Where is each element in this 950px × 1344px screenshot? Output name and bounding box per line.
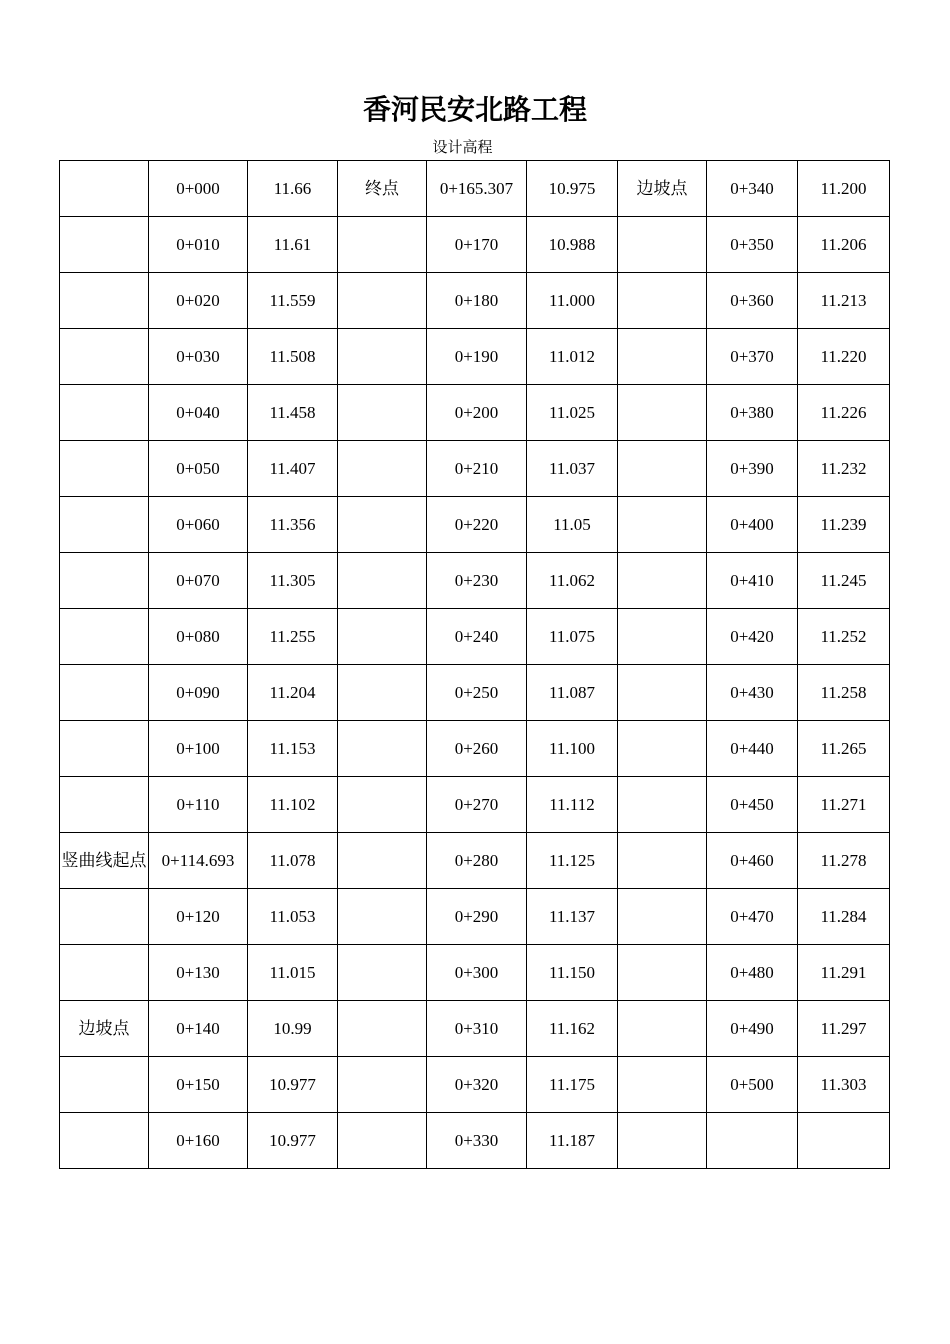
note-cell (338, 329, 427, 385)
elevation-cell: 11.297 (798, 1001, 890, 1057)
note-cell (60, 385, 149, 441)
note-cell (60, 553, 149, 609)
note-cell (338, 945, 427, 1001)
station-cell: 0+280 (427, 833, 527, 889)
note-cell (338, 1113, 427, 1169)
elevation-cell: 11.125 (527, 833, 618, 889)
station-cell: 0+020 (149, 273, 248, 329)
station-cell: 0+430 (707, 665, 798, 721)
note-cell (618, 1057, 707, 1113)
elevation-cell: 11.258 (798, 665, 890, 721)
elevation-cell: 11.087 (527, 665, 618, 721)
elevation-cell: 11.559 (248, 273, 338, 329)
station-cell: 0+460 (707, 833, 798, 889)
table-row (60, 833, 890, 889)
station-cell: 0+300 (427, 945, 527, 1001)
elevation-cell: 11.153 (248, 721, 338, 777)
elevation-cell: 11.61 (248, 217, 338, 273)
note-cell (618, 609, 707, 665)
station-cell: 0+090 (149, 665, 248, 721)
elevation-cell: 11.162 (527, 1001, 618, 1057)
elevation-cell: 11.356 (248, 497, 338, 553)
table-row (60, 161, 890, 217)
elevation-cell: 11.204 (248, 665, 338, 721)
table-row (60, 385, 890, 441)
elevation-cell: 11.037 (527, 441, 618, 497)
station-cell: 0+080 (149, 609, 248, 665)
elevation-cell: 11.284 (798, 889, 890, 945)
note-cell (60, 665, 149, 721)
station-cell: 0+150 (149, 1057, 248, 1113)
document-subtitle: 设计高程 (432, 138, 493, 156)
elevation-cell: 11.075 (527, 609, 618, 665)
elevation-cell: 11.102 (248, 777, 338, 833)
station-cell: 0+440 (707, 721, 798, 777)
station-cell: 0+170 (427, 217, 527, 273)
elevation-cell: 11.200 (798, 161, 890, 217)
station-cell: 0+160 (149, 1113, 248, 1169)
station-cell: 0+180 (427, 273, 527, 329)
note-cell: 边坡点 (60, 1001, 149, 1057)
note-cell: 竖曲线起点 (60, 833, 149, 889)
note-cell (338, 273, 427, 329)
station-cell: 0+130 (149, 945, 248, 1001)
elevation-cell: 11.458 (248, 385, 338, 441)
note-cell (60, 217, 149, 273)
table-row (60, 553, 890, 609)
station-cell: 0+350 (707, 217, 798, 273)
elevation-cell: 11.255 (248, 609, 338, 665)
station-cell: 0+480 (707, 945, 798, 1001)
station-cell: 0+000 (149, 161, 248, 217)
document-title: 香河民安北路工程 (362, 93, 587, 126)
table-row (60, 1001, 890, 1057)
elevation-cell: 10.977 (248, 1113, 338, 1169)
elevation-cell: 11.187 (527, 1113, 618, 1169)
station-cell: 0+114.693 (149, 833, 248, 889)
elevation-cell: 11.213 (798, 273, 890, 329)
elevation-cell: 10.975 (527, 161, 618, 217)
table-row (60, 1057, 890, 1113)
note-cell (618, 329, 707, 385)
elevation-table (59, 160, 890, 1169)
elevation-cell: 11.508 (248, 329, 338, 385)
station-cell: 0+270 (427, 777, 527, 833)
elevation-cell: 10.977 (248, 1057, 338, 1113)
note-cell (338, 889, 427, 945)
note-cell (60, 777, 149, 833)
elevation-cell: 11.66 (248, 161, 338, 217)
note-cell (618, 889, 707, 945)
note-cell (338, 833, 427, 889)
station-cell: 0+110 (149, 777, 248, 833)
station-cell: 0+190 (427, 329, 527, 385)
note-cell (618, 553, 707, 609)
note-cell (338, 553, 427, 609)
note-cell (338, 1057, 427, 1113)
note-cell (60, 273, 149, 329)
note-cell (618, 945, 707, 1001)
station-cell: 0+050 (149, 441, 248, 497)
station-cell: 0+010 (149, 217, 248, 273)
station-cell: 0+400 (707, 497, 798, 553)
station-cell: 0+060 (149, 497, 248, 553)
elevation-cell: 11.062 (527, 553, 618, 609)
station-cell: 0+370 (707, 329, 798, 385)
elevation-cell: 11.226 (798, 385, 890, 441)
note-cell (60, 497, 149, 553)
note-cell (60, 721, 149, 777)
note-cell (338, 1001, 427, 1057)
note-cell (60, 945, 149, 1001)
note-cell (338, 665, 427, 721)
note-cell (618, 1001, 707, 1057)
elevation-cell: 11.305 (248, 553, 338, 609)
note-cell (338, 441, 427, 497)
elevation-cell: 11.05 (527, 497, 618, 553)
table-row (60, 777, 890, 833)
station-cell: 0+290 (427, 889, 527, 945)
station-cell: 0+390 (707, 441, 798, 497)
note-cell (618, 217, 707, 273)
table-row (60, 665, 890, 721)
station-cell: 0+340 (707, 161, 798, 217)
table-row (60, 329, 890, 385)
station-cell: 0+320 (427, 1057, 527, 1113)
station-cell: 0+140 (149, 1001, 248, 1057)
table-row (60, 609, 890, 665)
elevation-cell: 11.025 (527, 385, 618, 441)
station-cell: 0+220 (427, 497, 527, 553)
elevation-cell: 11.000 (527, 273, 618, 329)
table-row (60, 217, 890, 273)
station-cell: 0+410 (707, 553, 798, 609)
station-cell: 0+070 (149, 553, 248, 609)
station-cell: 0+100 (149, 721, 248, 777)
note-cell (60, 889, 149, 945)
note-cell: 边坡点 (618, 161, 707, 217)
elevation-cell: 11.220 (798, 329, 890, 385)
station-cell: 0+310 (427, 1001, 527, 1057)
note-cell (618, 385, 707, 441)
note-cell (60, 329, 149, 385)
table-row (60, 721, 890, 777)
elevation-cell: 11.245 (798, 553, 890, 609)
station-cell: 0+240 (427, 609, 527, 665)
note-cell (60, 161, 149, 217)
table-row (60, 497, 890, 553)
elevation-cell: 11.291 (798, 945, 890, 1001)
station-cell: 0+330 (427, 1113, 527, 1169)
elevation-cell (798, 1113, 890, 1169)
table-row (60, 889, 890, 945)
elevation-cell: 11.278 (798, 833, 890, 889)
note-cell (338, 721, 427, 777)
elevation-cell: 11.012 (527, 329, 618, 385)
elevation-cell: 11.150 (527, 945, 618, 1001)
station-cell: 0+250 (427, 665, 527, 721)
station-cell: 0+470 (707, 889, 798, 945)
station-cell: 0+210 (427, 441, 527, 497)
note-cell (60, 441, 149, 497)
note-cell (60, 1113, 149, 1169)
elevation-cell: 11.015 (248, 945, 338, 1001)
note-cell (60, 1057, 149, 1113)
elevation-cell: 11.078 (248, 833, 338, 889)
note-cell (618, 497, 707, 553)
station-cell: 0+230 (427, 553, 527, 609)
note-cell (618, 721, 707, 777)
elevation-cell: 11.112 (527, 777, 618, 833)
note-cell (618, 665, 707, 721)
note-cell (338, 385, 427, 441)
station-cell: 0+120 (149, 889, 248, 945)
station-cell: 0+360 (707, 273, 798, 329)
elevation-cell: 11.252 (798, 609, 890, 665)
elevation-cell: 11.265 (798, 721, 890, 777)
elevation-table-body (60, 161, 890, 1169)
station-cell: 0+200 (427, 385, 527, 441)
elevation-cell: 11.239 (798, 497, 890, 553)
elevation-cell: 11.206 (798, 217, 890, 273)
note-cell (338, 609, 427, 665)
elevation-cell: 10.99 (248, 1001, 338, 1057)
table-row (60, 945, 890, 1001)
station-cell: 0+450 (707, 777, 798, 833)
station-cell: 0+030 (149, 329, 248, 385)
elevation-cell: 10.988 (527, 217, 618, 273)
note-cell (338, 777, 427, 833)
note-cell (618, 833, 707, 889)
elevation-cell: 11.303 (798, 1057, 890, 1113)
table-row (60, 441, 890, 497)
elevation-cell: 11.175 (527, 1057, 618, 1113)
note-cell (618, 441, 707, 497)
station-cell: 0+040 (149, 385, 248, 441)
note-cell (60, 609, 149, 665)
station-cell: 0+260 (427, 721, 527, 777)
table-row (60, 273, 890, 329)
elevation-cell: 11.137 (527, 889, 618, 945)
station-cell (707, 1113, 798, 1169)
note-cell: 终点 (338, 161, 427, 217)
elevation-cell: 11.100 (527, 721, 618, 777)
station-cell: 0+420 (707, 609, 798, 665)
note-cell (618, 1113, 707, 1169)
note-cell (338, 497, 427, 553)
station-cell: 0+500 (707, 1057, 798, 1113)
table-row (60, 1113, 890, 1169)
note-cell (618, 777, 707, 833)
station-cell: 0+165.307 (427, 161, 527, 217)
elevation-cell: 11.407 (248, 441, 338, 497)
station-cell: 0+380 (707, 385, 798, 441)
elevation-cell: 11.232 (798, 441, 890, 497)
elevation-cell: 11.271 (798, 777, 890, 833)
note-cell (618, 273, 707, 329)
elevation-cell: 11.053 (248, 889, 338, 945)
station-cell: 0+490 (707, 1001, 798, 1057)
note-cell (338, 217, 427, 273)
